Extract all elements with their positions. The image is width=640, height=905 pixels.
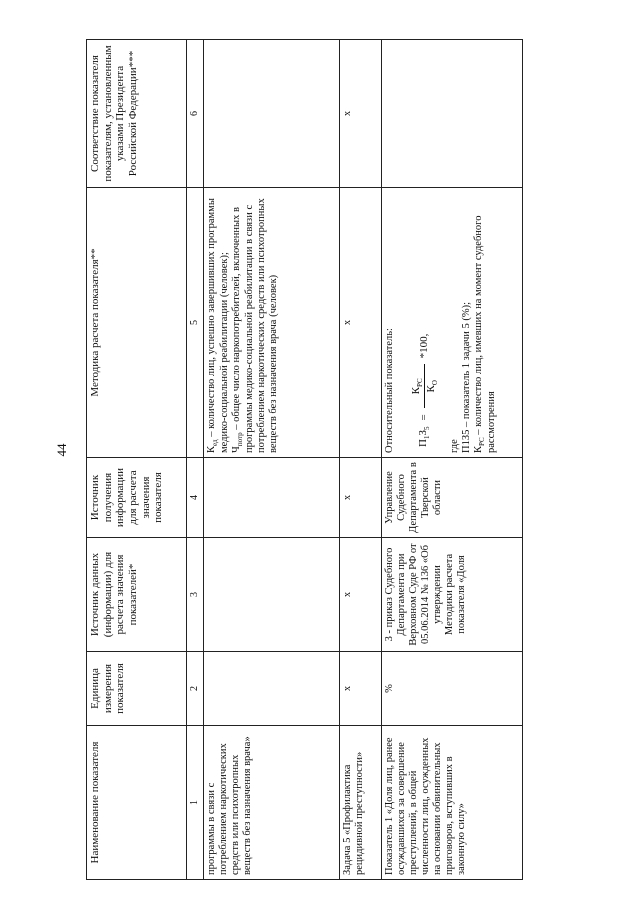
row2-info-source: х xyxy=(339,458,381,538)
formula-multiplier: *100, xyxy=(417,333,430,359)
row2-task-name: Задача 5 «Профилактика рецидивной преступности» xyxy=(339,726,381,880)
col-number-3: 3 xyxy=(187,538,204,652)
row1-indicator-name: программы в связи с потреблением наркотических средств или психотропных веществ без назначения врача» xyxy=(203,726,339,880)
lhs-sub-2: 5 xyxy=(423,426,432,431)
header-unit: Единица измерения показателя xyxy=(87,652,187,726)
row2-unit: х xyxy=(339,652,381,726)
table-row xyxy=(339,40,381,880)
page-number: 44 xyxy=(54,443,69,457)
row1-method-chpotr xyxy=(231,192,280,453)
den-symbol: К xyxy=(424,385,437,393)
fraction-numerator xyxy=(410,364,425,408)
row1-method-ked xyxy=(206,192,231,453)
col-number-5: 5 xyxy=(187,188,204,458)
formula-lhs xyxy=(417,427,431,447)
row2-compliance: х xyxy=(339,40,381,188)
row2-method: х xyxy=(339,188,381,458)
row3-compliance xyxy=(381,40,523,188)
formula-equals: = xyxy=(417,414,430,421)
lhs-symbol-2: З xyxy=(417,430,430,436)
subscript-ed: ед xyxy=(210,439,219,446)
symbol-ch: Ч xyxy=(230,446,242,453)
fraction-denominator xyxy=(425,366,439,406)
subscript-potr: потр xyxy=(235,432,244,447)
col-number-4: 4 xyxy=(187,458,204,538)
lhs-symbol: П xyxy=(417,439,430,447)
method-def1: П1З5 – показатель 1 задачи 5 (%); xyxy=(461,301,473,453)
num-symbol: К xyxy=(409,386,422,395)
row1-info-source xyxy=(203,458,339,538)
row1-data-source xyxy=(203,538,339,652)
header-compliance: Соответствие показателя показателям, установленным указами Президента Российской Федерации*** xyxy=(87,40,187,188)
def2-sub: РС xyxy=(478,437,487,446)
col-number-6: 6 xyxy=(187,40,204,188)
method-where: где xyxy=(449,439,461,453)
row1-unit xyxy=(203,652,339,726)
def2-symbol: К xyxy=(473,445,485,453)
col-number-1: 1 xyxy=(187,726,204,880)
chpotr-definition: – общее число наркопотребителей, включенных в программы медико-социальной реабилитации в связи с потреблением наркотических средств или психотропных веществ без назначения врача (человек) xyxy=(230,198,279,453)
header-row xyxy=(87,40,187,880)
def2-text: – количество лиц, имевших на момент судебного рассмотрения xyxy=(473,215,498,453)
header-info-source: Источник получения информации для расчета значения показателя xyxy=(87,458,187,538)
row2-data-source: х xyxy=(339,538,381,652)
formula-fraction xyxy=(410,364,439,408)
ked-definition: – количество лиц, успешно завершивших программы медико-социальной реабилитации (человек); xyxy=(205,198,230,453)
table-row xyxy=(203,40,339,880)
table-row xyxy=(381,40,523,880)
lhs-sub-1: 1 xyxy=(423,435,432,440)
row3-data-source: 3 - приказ Судебного Департамента при Верховном Суде РФ от 05.06.2014 № 136 «Об утверждении Методики расчета показателя «Доля xyxy=(381,538,523,652)
method-def2 xyxy=(473,192,498,453)
row3-method xyxy=(381,188,523,458)
row1-method xyxy=(203,188,339,458)
row3-info-source: Управление Судебного Департамента в Тверской области xyxy=(381,458,523,538)
column-number-row xyxy=(187,40,204,880)
den-sub: О xyxy=(430,380,439,386)
header-indicator-name: Наименование показателя xyxy=(87,726,187,880)
method-intro: Относительный показатель: xyxy=(383,328,395,453)
row1-compliance xyxy=(203,40,339,188)
row3-unit: % xyxy=(381,652,523,726)
symbol-k: К xyxy=(205,445,217,453)
formula xyxy=(410,192,439,447)
col-number-2: 2 xyxy=(187,652,204,726)
rotated-page xyxy=(86,40,523,880)
num-sub: РС xyxy=(415,378,424,387)
header-data-source: Источник данных (информации) для расчета значения показателей* xyxy=(87,538,187,652)
row3-indicator-name: Показатель 1 «Доля лиц, ранее осуждавшихся за совершение преступлений, в общей численности лиц, осужденных на основании обвинительных приговоров, вступивших в законную силу» xyxy=(381,726,523,880)
header-method: Методика расчета показателя** xyxy=(87,188,187,458)
indicators-table xyxy=(86,39,523,880)
